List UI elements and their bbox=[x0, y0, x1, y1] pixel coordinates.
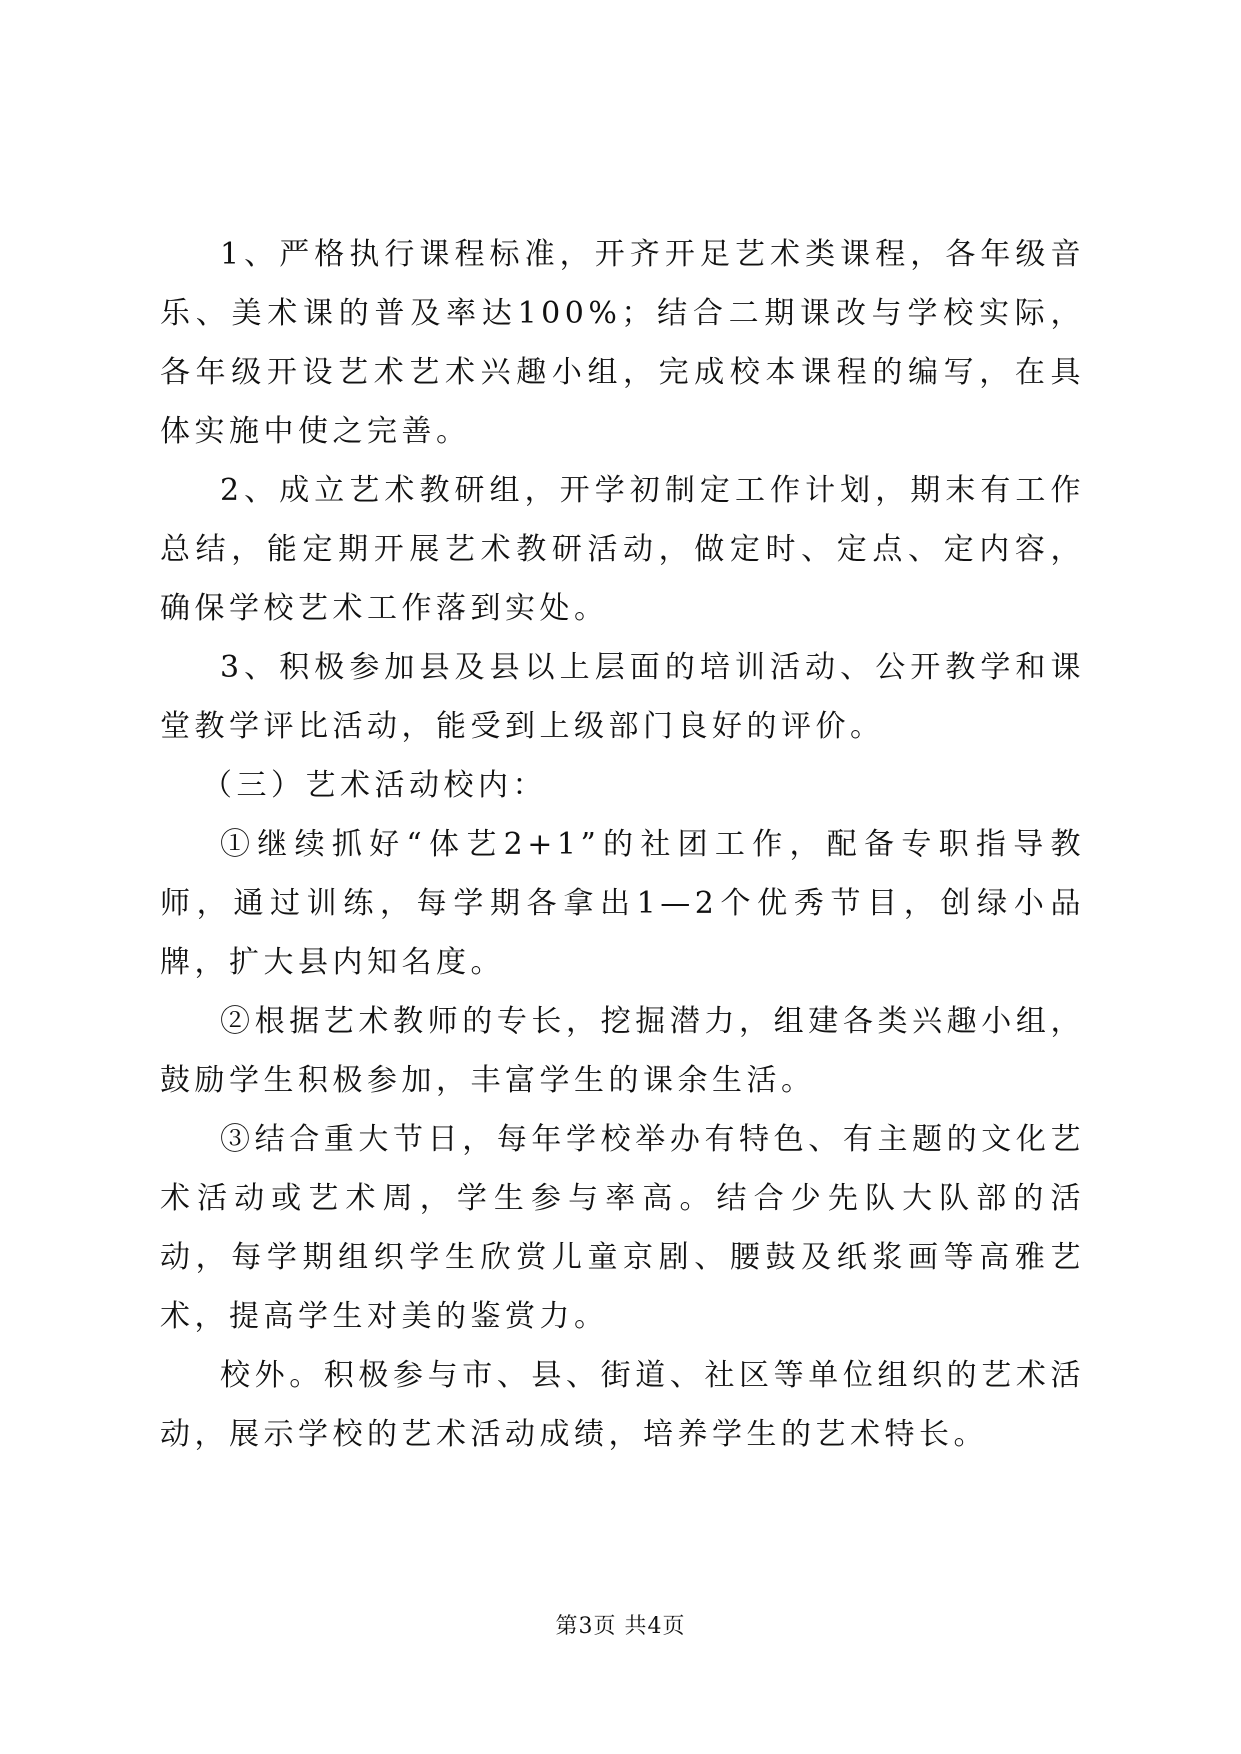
paragraph-activity-3: ③结合重大节日，每年学校举办有特色、有主题的文化艺术活动或艺术周，学生参与率高。结合少先队大队部的活动，每学期组织学生欣赏儿童京剧、腰鼓及纸浆画等高雅艺术，提高学生对美的鉴赏力。 bbox=[160, 1122, 1085, 1334]
document-body bbox=[160, 225, 1085, 1464]
paragraph-off-campus: 校外。积极参与市、县、街道、社区等单位组织的艺术活动，展示学校的艺术活动成绩，培养学生的艺术特长。 bbox=[160, 1358, 1085, 1452]
section-heading: （三）艺术活动校内： bbox=[202, 768, 547, 803]
paragraph-item-1: 1、严格执行课程标准，开齐开足艺术类课程，各年级音乐、美术课的普及率达100%；结合二期课改与学校实际，各年级开设艺术艺术兴趣小组，完成校本课程的编写，在具体实施中使之完善。 bbox=[160, 237, 1085, 449]
page-number-footer: 第3页 共4页 bbox=[555, 1614, 686, 1639]
paragraph-activity-1: ①继续抓好“体艺2+1”的社团工作，配备专职指导教师，通过训练，每学期各拿出1—2个优秀节目，创绿小品牌，扩大县内知名度。 bbox=[160, 827, 1085, 980]
paragraph-activity-2: ②根据艺术教师的专长，挖掘潜力，组建各类兴趣小组，鼓励学生积极参加，丰富学生的课余生活。 bbox=[160, 1004, 1085, 1098]
paragraph-item-3: 3、积极参加县及县以上层面的培训活动、公开教学和课堂教学评比活动，能受到上级部门良好的评价。 bbox=[160, 650, 1085, 744]
paragraph-item-2: 2、成立艺术教研组，开学初制定工作计划，期末有工作总结，能定期开展艺术教研活动，做定时、定点、定内容，确保学校艺术工作落到实处。 bbox=[160, 473, 1085, 626]
